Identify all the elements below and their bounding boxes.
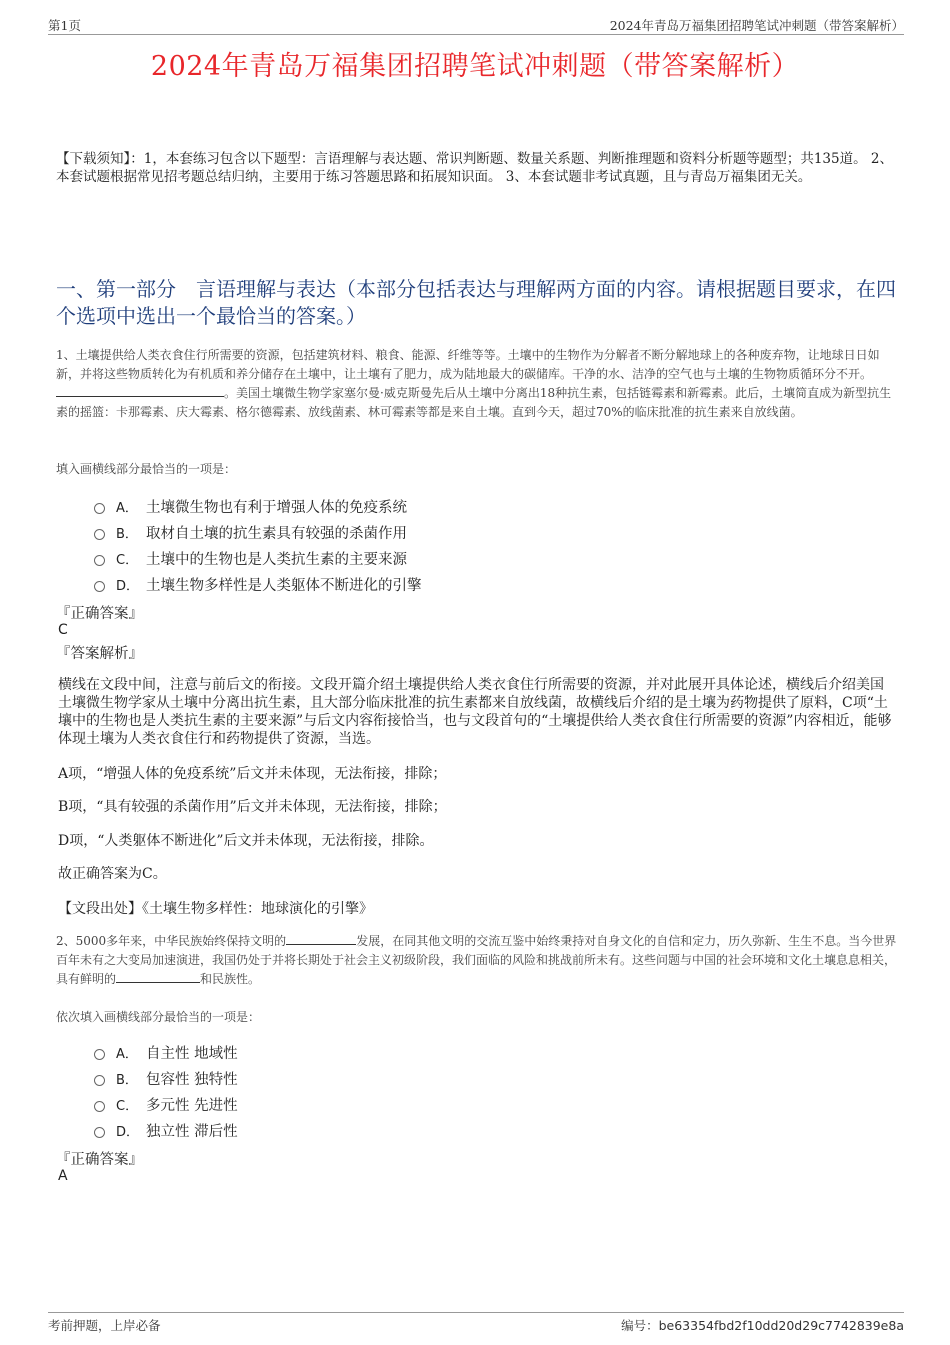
- question-2-instruction: 依次填入画横线部分最恰当的一项是：: [56, 1010, 261, 1024]
- radio-button-icon[interactable]: [94, 581, 105, 592]
- radio-button-icon[interactable]: [94, 503, 105, 514]
- radio-button-icon[interactable]: [94, 1101, 105, 1112]
- analysis-conclusion: 故正确答案为C。: [58, 866, 167, 882]
- radio-button-icon[interactable]: [94, 529, 105, 540]
- answer-value: A: [58, 1168, 68, 1184]
- fill-blank: [116, 970, 200, 983]
- section-title: 一、第一部分 言语理解与表达（本部分包括表达与理解两方面的内容。请根据题目要求，在四个选项中选出一个最恰当的答案。）: [56, 277, 896, 328]
- passage-source: 【文段出处】《土壤生物多样性：地球演化的引擎》: [58, 901, 373, 917]
- option-c[interactable]: C． 多元性 先进性: [94, 1091, 238, 1117]
- option-d[interactable]: D． 独立性 滞后性: [94, 1117, 238, 1143]
- option-a[interactable]: A． 自主性 地域性: [94, 1039, 238, 1065]
- radio-button-icon[interactable]: [94, 1127, 105, 1138]
- analysis-option-b: B项，“具有较强的杀菌作用”后文并未体现，无法衔接，排除；: [58, 799, 447, 815]
- answer-label: 『正确答案』: [56, 1152, 143, 1168]
- document-title: 2024年青岛万福集团招聘笔试冲刺题（带答案解析）: [150, 51, 800, 82]
- radio-button-icon[interactable]: [94, 1049, 105, 1060]
- header-doc-title: 2024年青岛万福集团招聘笔试冲刺题（带答案解析）: [609, 18, 904, 33]
- question-2-options: [94, 1039, 238, 1143]
- fill-blank: [286, 932, 356, 945]
- option-b[interactable]: B． 包容性 独特性: [94, 1065, 238, 1091]
- analysis-option-a: A项，“增强人体的免疫系统”后文并未体现，无法衔接，排除；: [58, 766, 447, 782]
- radio-button-icon[interactable]: [94, 1075, 105, 1086]
- question-1-text: 1、土壤提供给人类衣食住行所需要的资源，包括建筑材料、粮食、能源、纤维等等。土壤中的生物作为分解者不断分解地球上的各种废弃物，让地球日日如新，并将这些物质转化为有机质和养分储存在土壤中，让土壤有了肥力，成为陆地最大的碳储库。干净的水、洁净的空气也与土壤的生物物质循环分不开。。美国土壤微生物学家塞尔曼·威克斯曼先后从土壤中分离出18种抗生素，包括链霉素和新霉素。此后，土壤简直成为新型抗生素的摇篮：卡那霉素、庆大霉素、格尔德霉素、放线菌素、林可霉素等都是来自土壤。直到今天，超过70%的临床批准的抗生素来自放线菌。: [56, 348, 892, 419]
- page-footer: [48, 1312, 904, 1337]
- radio-button-icon[interactable]: [94, 555, 105, 566]
- option-b[interactable]: B． 取材自土壤的抗生素具有较强的杀菌作用: [94, 519, 422, 545]
- option-d[interactable]: D． 土壤生物多样性是人类躯体不断进化的引擎: [94, 571, 422, 597]
- download-notice: 【下载须知】：1，本套练习包含以下题型：言语理解与表达题、常识判断题、数量关系题、判断推理题和资料分析题等题型；共135道。 2、本套试题根据常见招考题总结归纳，主要用于练习答题思路和拓展知识面。 3、本套试题非考试真题，且与青岛万福集团无关。: [56, 151, 893, 185]
- analysis-label: 『答案解析』: [56, 646, 143, 662]
- analysis-option-d: D项，“人类躯体不断进化”后文并未体现，无法衔接，排除。: [58, 833, 434, 849]
- option-a[interactable]: A． 土壤微生物也有利于增强人体的免疫系统: [94, 493, 422, 519]
- answer-value: C: [58, 622, 68, 638]
- analysis-paragraph: 横线在文段中间，注意与前后文的衔接。文段开篇介绍土壤提供给人类衣食住行所需要的资源，并对此展开具体论述，横线后介绍美国土壤微生物学家从土壤中分离出抗生素，且大部分临床批准的抗生素都来自放线菌，故横线后介绍的是土壤为药物提供了原料，C项“土壤中的生物也是人类抗生素的主要来源”与后文内容衔接恰当，也与文段首句的“土壤提供给人类衣食住行所需要的资源”内容相近，能够体现土壤为人类衣食住行和药物提供了资源，当选。: [58, 677, 892, 747]
- footer-slogan: 考前押题，上岸必备: [48, 1318, 161, 1333]
- fill-blank: [56, 384, 224, 397]
- option-c[interactable]: C． 土壤中的生物也是人类抗生素的主要来源: [94, 545, 422, 571]
- question-1-options: [94, 493, 422, 597]
- question-1-instruction: 填入画横线部分最恰当的一项是：: [56, 462, 237, 476]
- question-2-text: 2、5000多年来，中华民族始终保持文明的 发展，在同其他文明的交流互鉴中始终秉持对自身文化的自信和定力，历久弥新、生生不息。当今世界百年未有之大变局加速演进，我国仍处于并将长期处于社会主义初级阶段，我们面临的风险和挑战前所未有。这些问题与中国的社会环境和文化土壤息息相关，具有鲜明的 和民族性。: [56, 934, 897, 986]
- answer-label: 『正确答案』: [56, 606, 143, 622]
- footer-code: 编号：be63354fbd2f10dd20d29c7742839e8a: [621, 1318, 904, 1333]
- page-header: [48, 14, 904, 35]
- page-number: 第1页: [48, 18, 81, 33]
